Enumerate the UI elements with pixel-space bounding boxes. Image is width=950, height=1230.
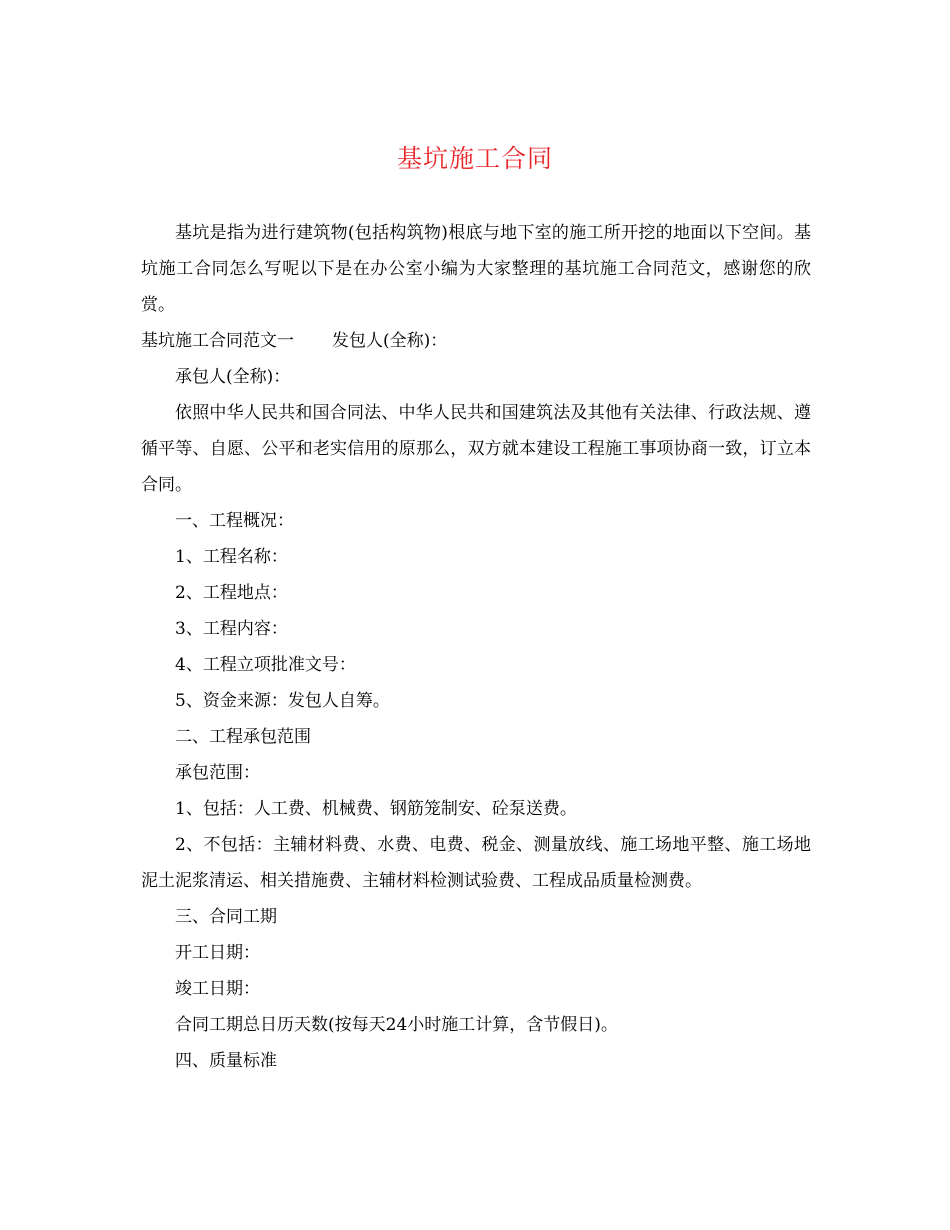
employer-field: 发包人(全称)：: [332, 331, 448, 351]
preamble-paragraph: 依照中华人民共和国合同法、中华人民共和国建筑法及其他有关法律、行政法规、遵循平等、自愿、公平和老实信用的原那么，双方就本建设工程施工事项协商一致，订立本合同。: [141, 403, 811, 495]
sample-heading-line: [141, 323, 811, 359]
scope-include: 1、包括：人工费、机械费、钢筋笼制安、砼泵送费。: [175, 799, 577, 819]
section4-title: 四、质量标准: [175, 1051, 277, 1071]
end-date-field: 竣工日期：: [175, 979, 260, 999]
section3-title: 三、合同工期: [175, 907, 277, 927]
item-project-location: 2、工程地点：: [175, 583, 288, 603]
duration-text: 合同工期总日历天数(按每天24小时施工计算，含节假日)。: [175, 1015, 618, 1035]
start-date-field: 开工日期：: [175, 943, 260, 963]
item-project-name: 1、工程名称：: [175, 547, 288, 567]
intro-paragraph: 基坑是指为进行建筑物(包括构筑物)根底与地下室的施工所开挖的地面以下空间。基坑施工合同怎么写呢以下是在办公室小编为大家整理的基坑施工合同范文，感谢您的欣赏。: [141, 223, 811, 315]
scope-exclude: 2、不包括：主辅材料费、水费、电费、税金、测量放线、施工场地平整、施工场地泥土泥浆清运、相关措施费、主辅材料检测试验费、工程成品质量检测费。: [141, 835, 811, 891]
item-project-content: 3、工程内容：: [175, 619, 288, 639]
section1-title: 一、工程概况：: [175, 511, 294, 531]
document-title: 基坑施工合同: [396, 144, 553, 173]
item-funding-source: 5、资金来源：发包人自筹。: [175, 691, 390, 711]
sample-heading: 基坑施工合同范文一: [141, 331, 294, 351]
contractor-field: 承包人(全称)：: [175, 367, 291, 387]
scope-label: 承包范围：: [175, 763, 260, 783]
document-body: [141, 215, 811, 1079]
item-approval-number: 4、工程立项批准文号：: [175, 655, 356, 675]
section2-title: 二、工程承包范围: [175, 727, 311, 747]
